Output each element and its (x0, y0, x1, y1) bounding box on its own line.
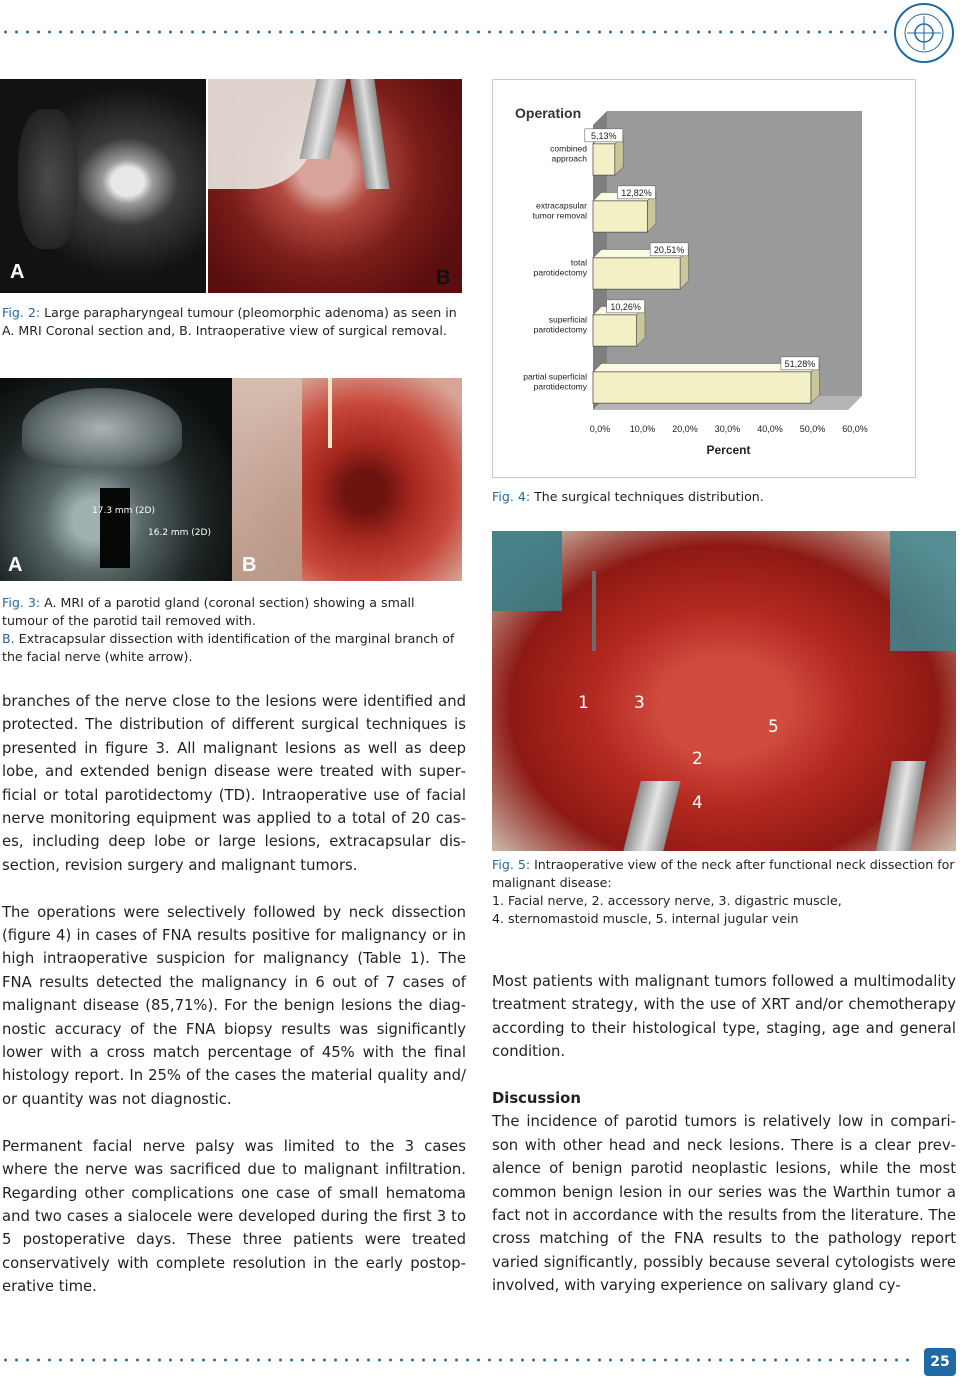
right-column-text (492, 970, 956, 1298)
fig4-bar-chart (493, 80, 915, 477)
chart-bar (593, 201, 647, 232)
left-paragraph-3: Permanent facial nerve palsy was limited to the 3 cases where the nerve was sacrificed due to malignant infiltration. Regarding other complications one case of small hematoma and two cases a sialocele were developed during the first 3 to 5 postoperative days. These three patients were treated conservatively with complete resolution in the early postoperative time. (2, 1137, 466, 1296)
chart-tick-label: 10,0% (629, 424, 656, 434)
fig5-caption-line3: 4. sternomastoid muscle, 5. internal jugular vein (492, 911, 799, 926)
fig4-caption (492, 488, 932, 506)
chart-tick-label: 20,0% (672, 424, 698, 434)
left-paragraph-1: branches of the nerve close to the lesions were identified and protected. The distribution of different surgical techniques is presented in figure 3. All malignant lesions as well as deep lobe, and extended benign disease were treated with superficial or total parotidectomy (TD). Intraoperative use of facial nerve monitoring equipment was applied to a total of 20 cases, including deep lobe or large lesions, extracapsular dissection, revision surgery and malignant tumors. (2, 693, 466, 874)
chart-value-label: 5,13% (591, 130, 617, 141)
chart-tick-label: 0,0% (589, 424, 611, 434)
chart-category-label: tumor removal (532, 210, 587, 221)
fig5-neck-dissection-photo (492, 531, 956, 851)
fig5-mark-3: 3 (634, 693, 645, 713)
fig3-caption-label: Fig. 3: (2, 595, 41, 610)
chart-category-label: parotidectomy (533, 267, 587, 278)
fig3-panel-a-label: A (8, 554, 23, 576)
left-column-text (2, 690, 466, 1299)
fig5-caption-line2: 1. Facial nerve, 2. accessory nerve, 3. digastric muscle, (492, 893, 842, 908)
chart-category-label: parotidectomy (533, 381, 587, 392)
footer-dotted-rule (0, 1358, 912, 1362)
fig4-caption-text: The surgical techniques distribution. (530, 489, 764, 504)
chart-category-label: partial superficial (523, 371, 587, 382)
left-paragraph-2: The operations were selectively followed by neck dissection (figure 4) in cases of FNA results positive for malignancy or in high intraoperative suspicion for malignancy (Table 1). The FNA results detected the malignancy in 6 out of 7 cases of malignant disease (85,71%). For the benign lesions the diagnostic accuracy of the FNA biopsy results was significantly lower with a cross match percentage of 45% with the final histology report. In 25% of the cases the material quality and/ or quantity was not diagnostic. (2, 903, 466, 1108)
chart-title: Operation (515, 105, 582, 121)
journal-seal-logo (893, 2, 955, 64)
fig3-scan-measure-1: 17.3 mm (2D) (92, 506, 155, 516)
fig2-caption (2, 304, 462, 340)
chart-value-label: 20,51% (653, 244, 685, 255)
fig3-ct-scan-image (0, 378, 232, 581)
fig3-caption (2, 594, 464, 666)
chart-value-label: 10,26% (610, 301, 641, 312)
fig2-surgery-photo (208, 79, 462, 293)
chart-tick-label: 30,0% (714, 424, 741, 434)
fig4-chart-frame (492, 79, 916, 478)
fig2-caption-label: Fig. 2: (2, 305, 41, 320)
fig4-caption-label: Fig. 4: (492, 489, 531, 504)
page-number: 25 (924, 1348, 956, 1376)
fig5-caption (492, 856, 956, 928)
fig3-scan-measure-2: 16.2 mm (2D) (148, 528, 211, 538)
right-paragraph-2: The incidence of parotid tumors is relatively low in comparison with other head and neck lesions. There is a clear prevalence of benign parotid neoplastic lesions, while the most common benign lesion in our series was the Warthin tumor a fact not in accordance with the results from the literature. The cross matching of the FNA results to the pathology report varied significantly, possibly because several cytologists were involved, with varying experience on salivary gland cy- (492, 1113, 956, 1295)
chart-category-label: superficial (548, 314, 587, 325)
fig3-caption-line2: Extracapsular dissection with identification of the marginal branch of the facial nerve (white arrow). (2, 631, 455, 664)
fig3-caption-line1: A. MRI of a parotid gland (coronal section) showing a small tumour of the parotid tail removed with. (2, 595, 415, 628)
header-dotted-rule (0, 30, 888, 34)
chart-bar (593, 372, 811, 403)
fig5-mark-4: 4 (692, 793, 703, 813)
chart-bar (593, 144, 615, 175)
fig2-mri-image (0, 79, 206, 293)
chart-value-label: 12,82% (621, 187, 652, 198)
chart-x-axis-label: Percent (706, 443, 751, 457)
chart-category-label: combined (550, 143, 587, 154)
fig5-mark-5: 5 (768, 717, 779, 737)
fig3-surgery-photo (232, 378, 462, 581)
chart-bar (593, 258, 680, 289)
chart-category-label: parotidectomy (533, 324, 587, 335)
chart-bar (593, 315, 637, 346)
chart-tick-label: 50,0% (799, 424, 826, 434)
fig5-mark-2: 2 (692, 749, 703, 769)
fig2-panel-b-label: B (436, 267, 451, 289)
chart-category-label: extracapsular (535, 200, 587, 211)
chart-tick-label: 60,0% (842, 424, 868, 434)
chart-value-label: 51,28% (784, 358, 816, 369)
chart-tick-label: 40,0% (757, 424, 783, 434)
fig5-caption-text: Intraoperative view of the neck after functional neck dissection for malignant disease: (492, 857, 955, 890)
fig3-caption-b-label: B. (2, 631, 15, 646)
right-paragraph-1: Most patients with malignant tumors followed a multimodality treatment strategy, with the use of XRT and/or chemotherapy according to their histological type, staging, age and general condition. (492, 973, 956, 1061)
fig3-panel-b-label: B (242, 554, 257, 576)
fig5-caption-label: Fig. 5: (492, 857, 531, 872)
fig5-mark-1: 1 (578, 693, 589, 713)
chart-category-label: approach (551, 153, 587, 164)
discussion-heading: Discussion (492, 1090, 581, 1108)
fig2-caption-text: Large parapharyngeal tumour (pleomorphic adenoma) as seen in A. MRI Coronal section and, B. Intraoperative view of surgical removal. (2, 305, 457, 338)
fig2-panel-a-label: A (10, 261, 25, 283)
chart-category-label: total (570, 257, 587, 268)
